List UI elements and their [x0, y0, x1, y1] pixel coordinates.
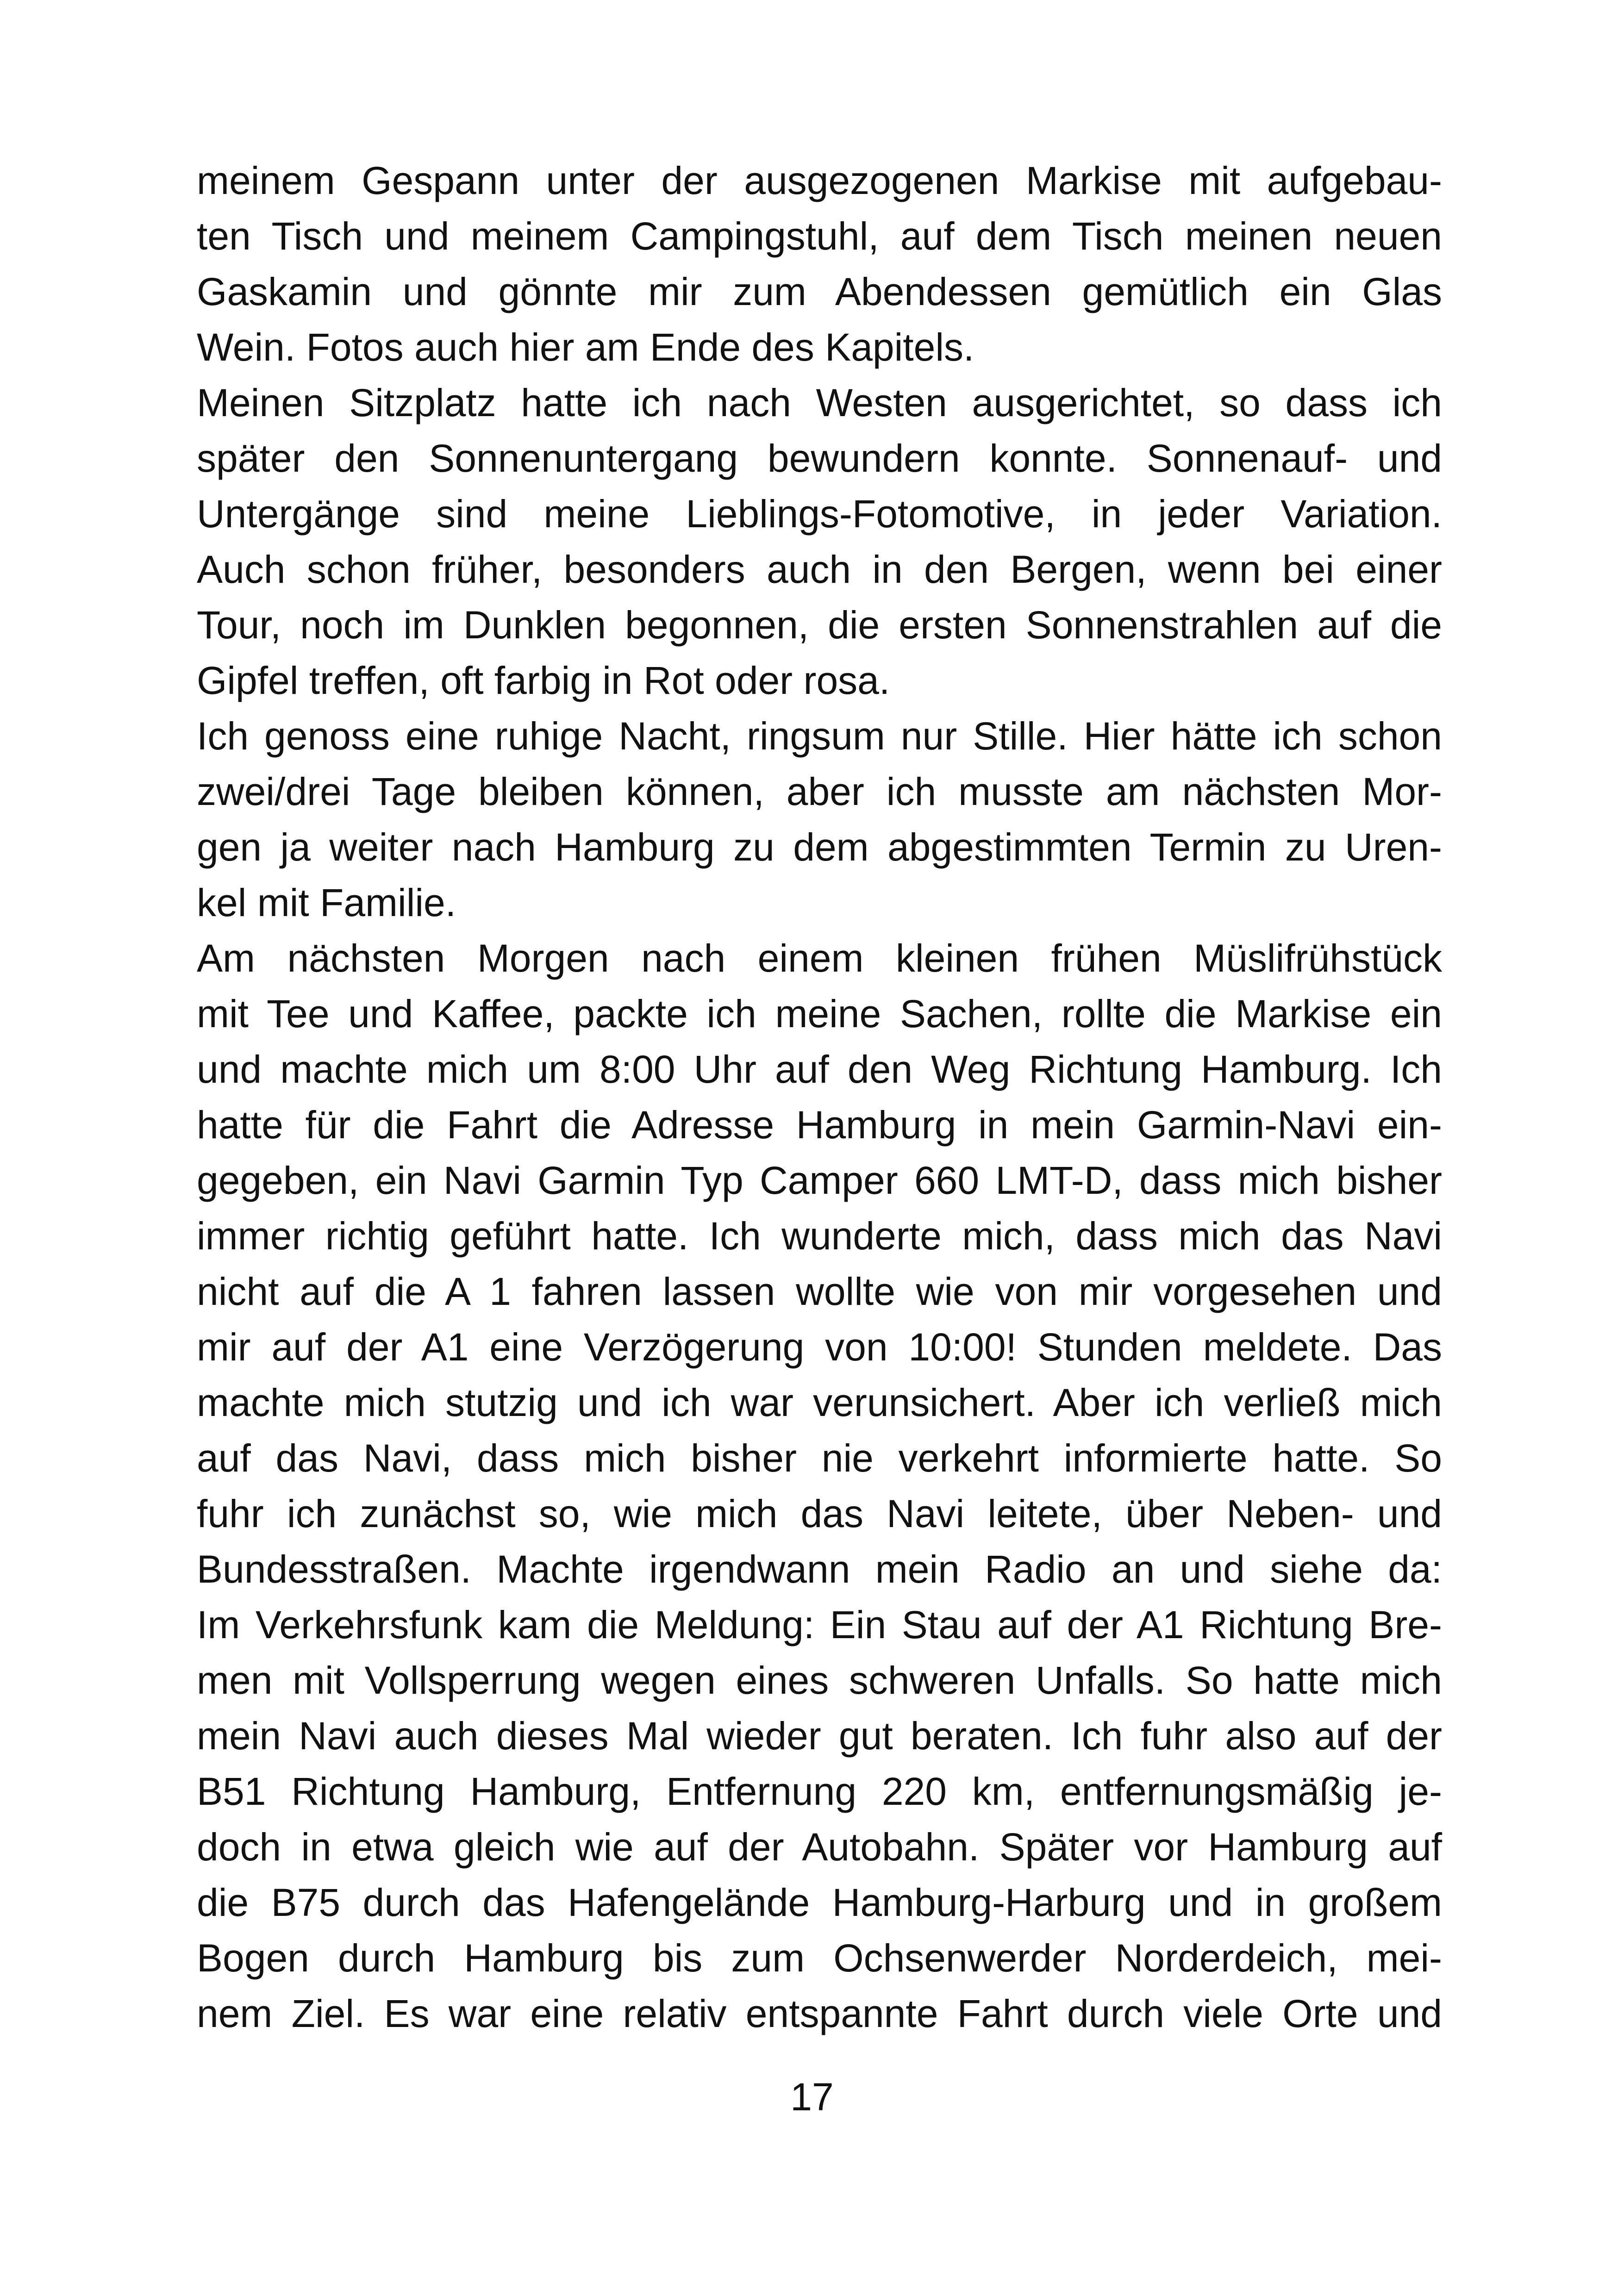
text-line: nem Ziel. Es war eine relativ entspannte Fahrt durch viele Orte und: [197, 1992, 1442, 2035]
text-line: die B75 durch das Hafengelände Hamburg-Harburg und in großem: [197, 1881, 1442, 1924]
text-line: zwei/drei Tage bleiben können, aber ich musste am nächsten Mor-: [197, 770, 1442, 813]
text-line: B51 Richtung Hamburg, Entfernung 220 km, entfernungsmäßig je-: [197, 1770, 1442, 1813]
text-line: nicht auf die A 1 fahren lassen wollte wie von mir vorgesehen und: [197, 1270, 1442, 1313]
text-line: Bogen durch Hamburg bis zum Ochsenwerder Norderdeich, mei-: [197, 1936, 1442, 1980]
text-line: mein Navi auch dieses Mal wieder gut beraten. Ich fuhr also auf der: [197, 1714, 1442, 1758]
paragraph: [197, 375, 1442, 708]
text-line: mir auf der A1 eine Verzögerung von 10:00! Stunden meldete. Das: [197, 1325, 1442, 1369]
text-line: meinem Gespann unter der ausgezogenen Markise mit aufgebau-: [197, 159, 1442, 202]
text-line: gegeben, ein Navi Garmin Typ Camper 660 LMT-D, dass mich bisher: [197, 1159, 1442, 1202]
text-line: immer richtig geführt hatte. Ich wunderte mich, dass mich das Navi: [197, 1214, 1442, 1258]
text-line: kel mit Familie.: [197, 881, 456, 924]
text-line: ten Tisch und meinem Campingstuhl, auf dem Tisch meinen neuen: [197, 214, 1442, 258]
paragraph: [197, 153, 1442, 375]
page-number: 17: [790, 2075, 834, 2119]
text-line: fuhr ich zunächst so, wie mich das Navi leitete, über Neben- und: [197, 1492, 1442, 1535]
paragraph: [197, 708, 1442, 930]
text-line: Bundesstraßen. Machte irgendwann mein Radio an und siehe da:: [197, 1547, 1442, 1591]
text-line: Tour, noch im Dunklen begonnen, die ersten Sonnenstrahlen auf die: [197, 603, 1442, 647]
text-line: Untergänge sind meine Lieblings-Fotomotive, in jeder Variation.: [197, 492, 1442, 536]
text-line: und machte mich um 8:00 Uhr auf den Weg Richtung Hamburg. Ich: [197, 1048, 1442, 1091]
text-line: Ich genoss eine ruhige Nacht, ringsum nur Stille. Hier hätte ich schon: [197, 714, 1442, 758]
text-line: Gaskamin und gönnte mir zum Abendessen gemütlich ein Glas: [197, 270, 1442, 313]
text-line: Gipfel treffen, oft farbig in Rot oder rosa.: [197, 659, 890, 702]
text-line: Im Verkehrsfunk kam die Meldung: Ein Stau auf der A1 Richtung Bre-: [197, 1603, 1442, 1646]
text-line: men mit Vollsperrung wegen eines schweren Unfalls. So hatte mich: [197, 1659, 1442, 1702]
document-body: [197, 153, 1442, 2041]
text-line: Am nächsten Morgen nach einem kleinen frühen Müslifrühstück: [197, 936, 1442, 980]
text-line: doch in etwa gleich wie auf der Autobahn. Später vor Hamburg auf: [197, 1825, 1442, 1869]
text-line: auf das Navi, dass mich bisher nie verkehrt informierte hatte. So: [197, 1436, 1442, 1480]
text-line: später den Sonnenuntergang bewundern konnte. Sonnenauf- und: [197, 437, 1442, 480]
text-line: Wein. Fotos auch hier am Ende des Kapitels.: [197, 325, 974, 369]
paragraph: [197, 930, 1442, 2041]
text-line: mit Tee und Kaffee, packte ich meine Sachen, rollte die Markise ein: [197, 992, 1442, 1035]
text-line: machte mich stutzig und ich war verunsichert. Aber ich verließ mich: [197, 1381, 1442, 1424]
text-line: Meinen Sitzplatz hatte ich nach Westen ausgerichtet, so dass ich: [197, 381, 1442, 424]
text-line: Auch schon früher, besonders auch in den Bergen, wenn bei einer: [197, 548, 1442, 591]
text-line: hatte für die Fahrt die Adresse Hamburg in mein Garmin-Navi ein-: [197, 1103, 1442, 1147]
text-line: gen ja weiter nach Hamburg zu dem abgestimmten Termin zu Uren-: [197, 825, 1442, 869]
